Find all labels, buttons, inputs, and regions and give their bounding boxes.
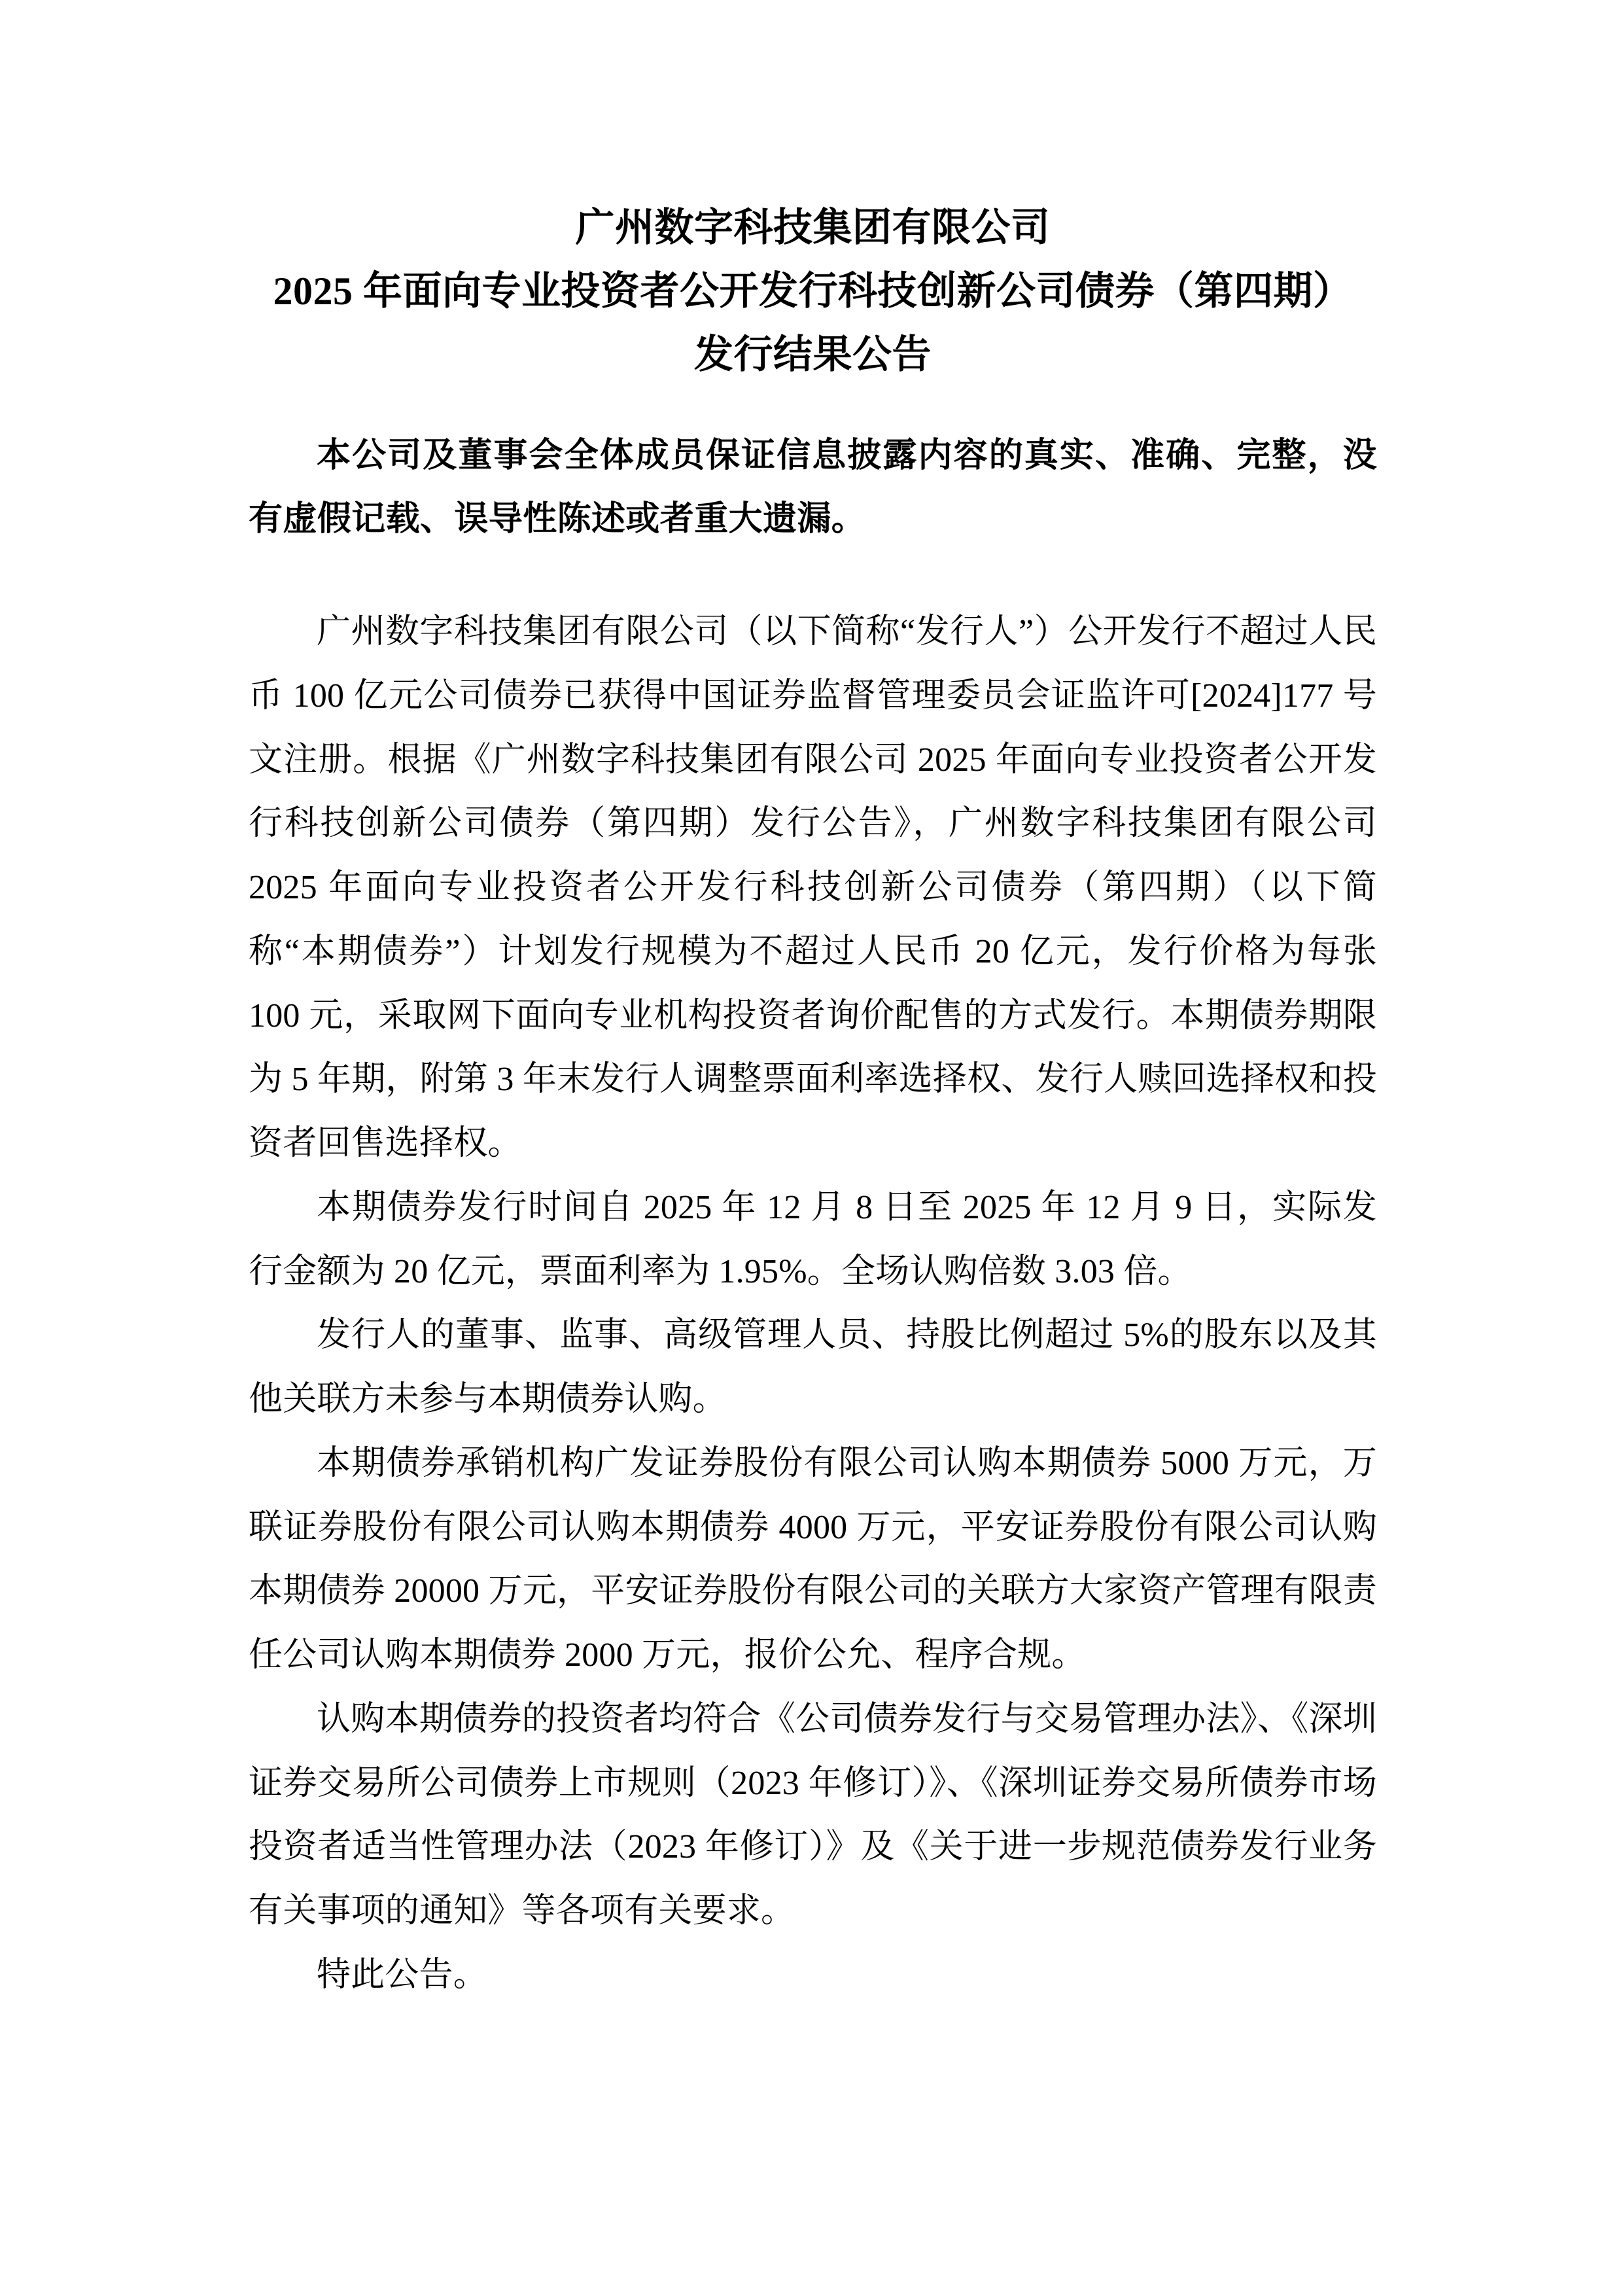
document-title-line-2: 2025 年面向专业投资者公开发行科技创新公司债券（第四期） [273, 270, 1353, 313]
document-title-block [249, 196, 1377, 387]
title-spacer [249, 387, 1377, 424]
statement-spacer [249, 552, 1377, 600]
body-paragraph-related-parties: 发行人的董事、监事、高级管理人员、持股比例超过 5%的股东以及其他关联方未参与本期债券认购。 [249, 1316, 1377, 1419]
body-paragraph-issue-result: 本期债券发行时间自 2025 年 12 月 8 日至 2025 年 12 月 9 日，实际发行金额为 20 亿元，票面利率为 1.95%。全场认购倍数 3.03 倍。 [249, 1188, 1377, 1290]
body-paragraph-closing: 特此公告。 [317, 1956, 488, 1994]
body-paragraph-underwriters: 本期债券承销机构广发证券股份有限公司认购本期债券 5000 万元，万联证券股份有限公司认购本期债券 4000 万元，平安证券股份有限公司认购本期债券 20000 万元，平安证券股份有限公司的关联方大家资产管理有限责任公司认购本期债券 2000 万元，报价公允、程序合规。 [249, 1444, 1377, 1674]
responsibility-statement: 本公司及董事会全体成员保证信息披露内容的真实、准确、完整，没有虚假记载、误导性陈述或者重大遗漏。 [249, 436, 1377, 539]
document-title-line-3: 发行结果公告 [694, 333, 932, 377]
body-paragraph-registration: 广州数字科技集团有限公司（以下简称“发行人”）公开发行不超过人民币 100 亿元公司债券已获得中国证券监督管理委员会证监许可[2024]177 号文注册。根据《广州数字科技集团有限公司 2025 年面向专业投资者公开发行科技创新公司债券（第四期）发行公告》，广州数字科技集团有限公司 2025 年面向专业投资者公开发行科技创新公司债券（第四期）（以下简称“本期债券”）计划发行规模为不超过人民币 20 亿元，发行价格为每张 100 元，采取网下面向专业机构投资者询价配售的方式发行。本期债券期限为 5 年期，附第 3 年末发行人调整票面利率选择权、发行人赎回选择权和投资者回售选择权。 [249, 613, 1377, 1163]
body-paragraph-compliance: 认购本期债券的投资者均符合《公司债券发行与交易管理办法》、《深圳证券交易所公司债券上市规则（2023 年修订）》、《深圳证券交易所债券市场投资者适当性管理办法（2023 年修订）》及《关于进一步规范债券发行业务有关事项的通知》等各项有关要求。 [249, 1700, 1377, 1930]
document-title-line-1: 广州数字科技集团有限公司 [575, 206, 1051, 249]
